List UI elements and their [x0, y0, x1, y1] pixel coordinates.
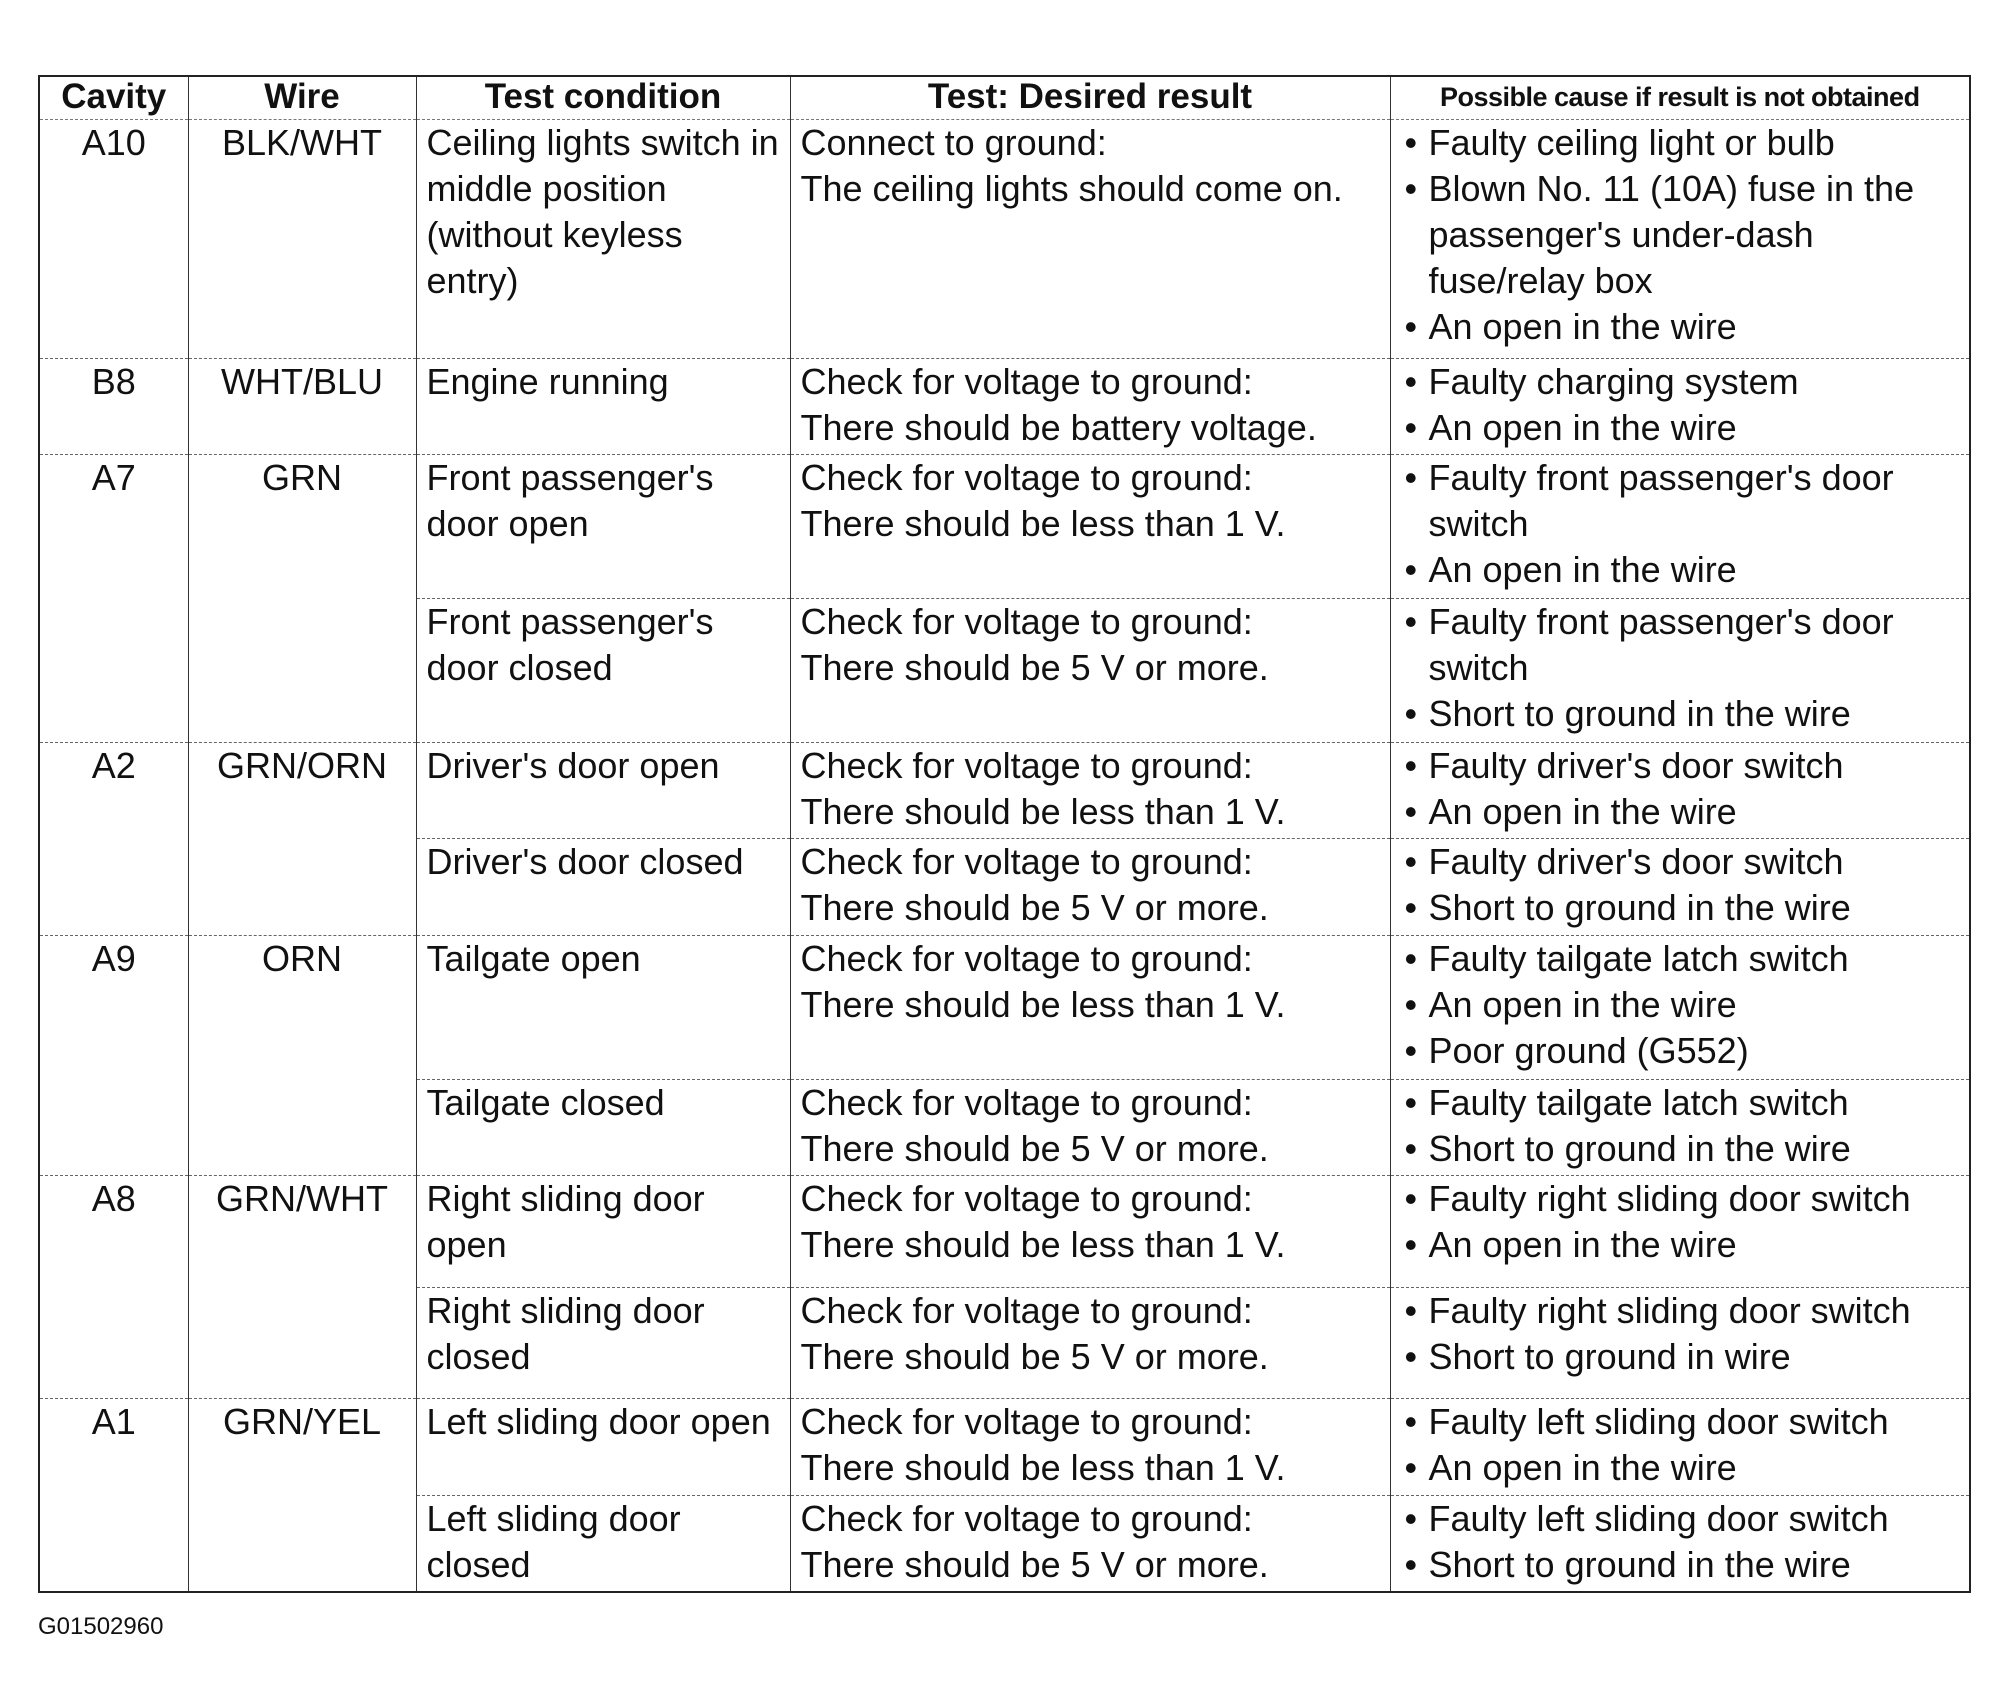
cause-item: • Faulty right sliding door switch: [1401, 1176, 1960, 1222]
result-cell: [790, 1079, 1390, 1175]
cause-item: • Faulty front passenger's door switch: [1401, 599, 1960, 691]
result-cell: [790, 455, 1390, 599]
cavity-cell: A10: [39, 120, 188, 359]
condition-cell: Left sliding door closed: [416, 1495, 790, 1592]
cause-item: • An open in the wire: [1401, 982, 1960, 1028]
wire-cell: GRN/YEL: [188, 1399, 416, 1592]
result-line: Check for voltage to ground:: [800, 601, 1253, 643]
cause-item: • Faulty driver's door switch: [1401, 839, 1960, 885]
cause-list: [1401, 359, 1960, 451]
cause-cell: [1390, 1495, 1970, 1592]
wire-cell: GRN/WHT: [188, 1175, 416, 1399]
cause-item: • An open in the wire: [1401, 547, 1960, 593]
cause-cell: [1390, 1175, 1970, 1287]
result-line: There should be 5 V or more.: [800, 887, 1269, 929]
cause-cell: [1390, 120, 1970, 359]
result-line: Check for voltage to ground:: [800, 1401, 1253, 1443]
cause-list: [1401, 1288, 1960, 1380]
table-row: [39, 359, 1970, 455]
cause-item: • An open in the wire: [1401, 789, 1960, 835]
cause-item: • Blown No. 11 (10A) fuse in the passenger's under-dash fuse/relay box: [1401, 166, 1960, 304]
cause-item: • An open in the wire: [1401, 405, 1960, 451]
condition-cell: Driver's door closed: [416, 839, 790, 935]
cause-list: [1401, 455, 1960, 593]
cause-list: [1401, 599, 1960, 737]
test-table: [38, 75, 1971, 1593]
wire-cell: ORN: [188, 935, 416, 1175]
header-result: Test: Desired result: [790, 76, 1390, 120]
cause-list: [1401, 1080, 1960, 1172]
condition-cell: Front passenger's door closed: [416, 599, 790, 743]
cause-cell: [1390, 743, 1970, 839]
condition-cell: Right sliding door open: [416, 1175, 790, 1287]
cause-cell: [1390, 839, 1970, 935]
cavity-cell: A2: [39, 743, 188, 936]
cause-cell: [1390, 1287, 1970, 1399]
table-row: [39, 120, 1970, 359]
header-cavity: Cavity: [39, 76, 188, 120]
result-cell: [790, 839, 1390, 935]
cause-list: [1401, 1176, 1960, 1268]
result-line: There should be less than 1 V.: [800, 1223, 1286, 1265]
result-line: Check for voltage to ground:: [800, 745, 1253, 787]
result-line: Check for voltage to ground:: [800, 937, 1253, 979]
result-cell: [790, 743, 1390, 839]
result-line: Connect to ground:: [800, 122, 1107, 163]
cause-item: • Faulty tailgate latch switch: [1401, 936, 1960, 982]
cause-item: • Faulty right sliding door switch: [1401, 1288, 1960, 1334]
cause-item: • Faulty left sliding door switch: [1401, 1399, 1960, 1445]
cause-item: • Faulty front passenger's door switch: [1401, 455, 1960, 547]
cause-item: • An open in the wire: [1401, 1222, 1960, 1268]
result-line: There should be 5 V or more.: [800, 1335, 1269, 1377]
table-row: [39, 455, 1970, 599]
cavity-cell: A7: [39, 455, 188, 743]
condition-cell: Driver's door open: [416, 743, 790, 839]
cavity-cell: A1: [39, 1399, 188, 1592]
cause-item: • An open in the wire: [1401, 304, 1960, 350]
header-wire: Wire: [188, 76, 416, 120]
result-cell: [790, 1495, 1390, 1592]
cavity-cell: B8: [39, 359, 188, 455]
wire-cell: WHT/BLU: [188, 359, 416, 455]
result-cell: [790, 359, 1390, 455]
condition-cell: Tailgate closed: [416, 1079, 790, 1175]
cause-cell: [1390, 599, 1970, 743]
cause-item: • Poor ground (G552): [1401, 1028, 1960, 1074]
cause-cell: [1390, 1399, 1970, 1495]
cause-list: [1401, 1399, 1960, 1491]
cause-list: [1401, 120, 1960, 350]
cavity-cell: A8: [39, 1175, 188, 1399]
result-line: There should be less than 1 V.: [800, 503, 1286, 545]
cause-item: • Faulty driver's door switch: [1401, 743, 1960, 789]
header-condition: Test condition: [416, 76, 790, 120]
condition-cell: Right sliding door closed: [416, 1287, 790, 1399]
cause-item: • Faulty left sliding door switch: [1401, 1496, 1960, 1542]
cause-cell: [1390, 455, 1970, 599]
table-row: [39, 935, 1970, 1079]
wire-cell: GRN/ORN: [188, 743, 416, 936]
result-line: Check for voltage to ground:: [800, 841, 1253, 883]
cavity-cell: A9: [39, 935, 188, 1175]
header-cause: Possible cause if result is not obtained: [1390, 76, 1970, 120]
condition-cell: Tailgate open: [416, 935, 790, 1079]
result-cell: [790, 120, 1390, 359]
condition-cell: Left sliding door open: [416, 1399, 790, 1495]
result-line: Check for voltage to ground:: [800, 1081, 1253, 1123]
result-line: There should be less than 1 V.: [800, 983, 1286, 1025]
result-cell: [790, 1287, 1390, 1399]
wire-cell: BLK/WHT: [188, 120, 416, 359]
cause-item: • Short to ground in the wire: [1401, 1126, 1960, 1172]
cause-item: • Faulty ceiling light or bulb: [1401, 120, 1960, 166]
cause-cell: [1390, 935, 1970, 1079]
result-cell: [790, 1399, 1390, 1495]
cause-item: • Short to ground in the wire: [1401, 885, 1960, 931]
result-line: There should be less than 1 V.: [800, 791, 1286, 833]
wire-cell: GRN: [188, 455, 416, 743]
result-line: There should be 5 V or more.: [800, 1127, 1269, 1169]
cause-list: [1401, 743, 1960, 835]
cause-item: • Faulty charging system: [1401, 359, 1960, 405]
result-cell: [790, 1175, 1390, 1287]
header-row: [39, 76, 1970, 120]
result-line: Check for voltage to ground:: [800, 361, 1253, 403]
cause-item: • Short to ground in the wire: [1401, 691, 1960, 737]
result-line: There should be less than 1 V.: [800, 1447, 1286, 1489]
table-row: [39, 1175, 1970, 1287]
result-line: There should be battery voltage.: [800, 407, 1317, 449]
cause-item: • An open in the wire: [1401, 1445, 1960, 1491]
figure-id: G01502960: [38, 1613, 164, 1640]
result-line: Check for voltage to ground:: [800, 457, 1253, 499]
table-body: [39, 120, 1970, 1593]
condition-cell: Front passenger's door open: [416, 455, 790, 599]
cause-item: • Faulty tailgate latch switch: [1401, 1080, 1960, 1126]
result-line: Check for voltage to ground:: [800, 1289, 1253, 1331]
result-cell: [790, 599, 1390, 743]
result-cell: [790, 935, 1390, 1079]
cause-cell: [1390, 1079, 1970, 1175]
table-row: [39, 743, 1970, 839]
condition-cell: Engine running: [416, 359, 790, 455]
cause-cell: [1390, 359, 1970, 455]
cause-list: [1401, 1496, 1960, 1588]
condition-cell: Ceiling lights switch in middle position (without keyless entry): [416, 120, 790, 359]
cause-item: • Short to ground in wire: [1401, 1334, 1960, 1380]
table-row: [39, 1399, 1970, 1495]
cause-list: [1401, 839, 1960, 931]
cause-list: [1401, 936, 1960, 1074]
result-line: Check for voltage to ground:: [800, 1177, 1253, 1219]
result-line: There should be 5 V or more.: [800, 1543, 1269, 1585]
result-line: There should be 5 V or more.: [800, 647, 1269, 689]
result-line: The ceiling lights should come on.: [800, 168, 1343, 209]
result-line: Check for voltage to ground:: [800, 1497, 1253, 1539]
cause-item: • Short to ground in the wire: [1401, 1542, 1960, 1588]
